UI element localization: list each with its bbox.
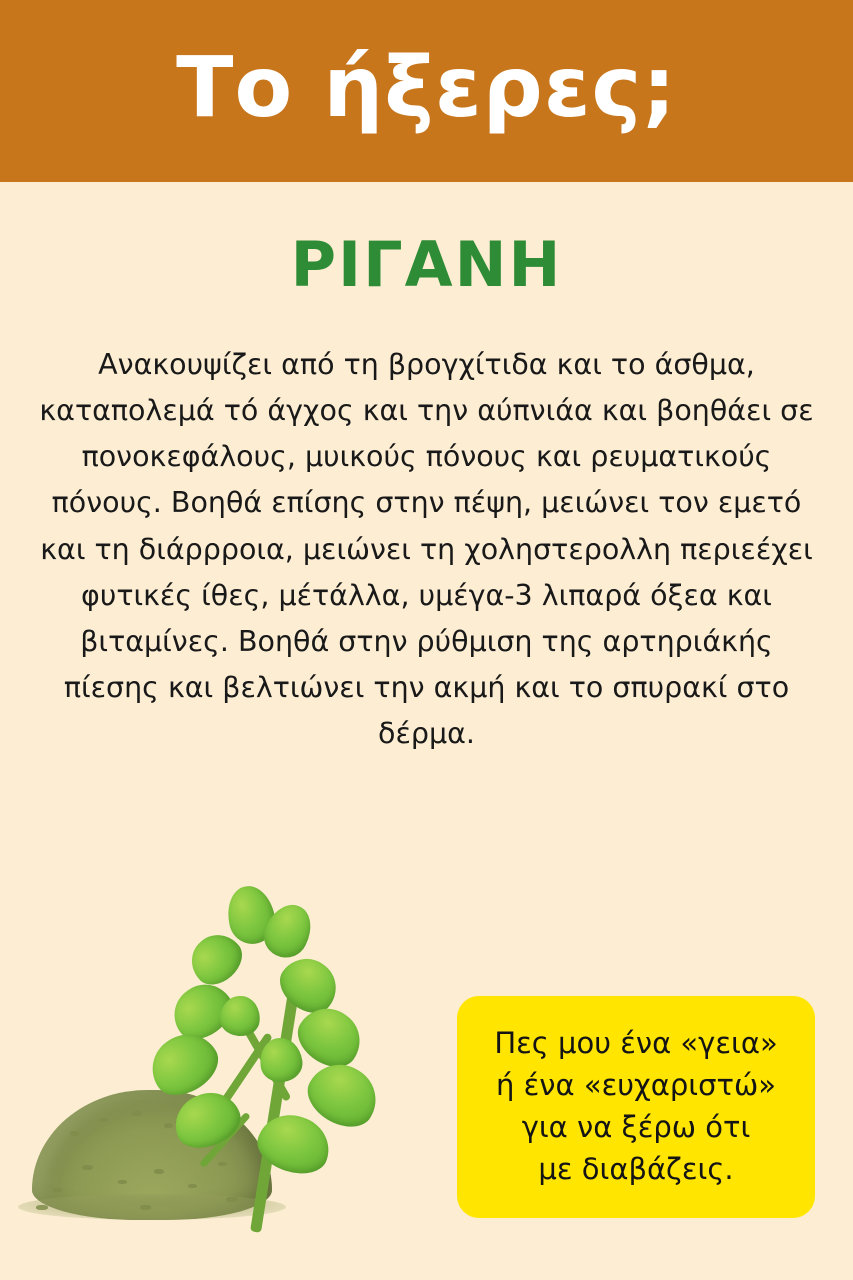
oregano-illustration [22,872,422,1232]
header-band [0,0,853,182]
callout-line: για να ξέρω ότι [521,1109,751,1144]
plant-name-heading: ΡΙΓΑΝΗ [290,228,563,301]
callout-line: ή ένα «ευχαριστώ» [496,1067,776,1102]
callout-line: με διαβάζεις. [538,1151,734,1186]
benefits-paragraph: Ανακουψίζει από τη βρογχίτιδα και το άσθμα, καταπολεμά τό άγχος και την αύπνιάα και βοηθάει σε πονοκεφάλους, μυικούς πόνους και ρευματικούς πόνους. Βοηθά επίσης στην πέψη, μειώνει τον εμετό και τη διάρρροια, μειώνει τη χοληστερολλη περιεέχει φυτικές ίθες, μέτάλλα, υμέγα-3 λιπαρά όξεα και βιταμίνες. Βοηθά στην ρύθμιση της αρτηριάκής πίεσης και βελτιώνει την ακμή και το σπυρακί στο δέρμα. [39,348,814,751]
callout-box [457,996,815,1218]
page-title: Το ήξερες; [176,38,677,136]
bottom-section [0,860,853,1280]
callout-line: Πες μου ένα «γεια» [494,1025,778,1060]
